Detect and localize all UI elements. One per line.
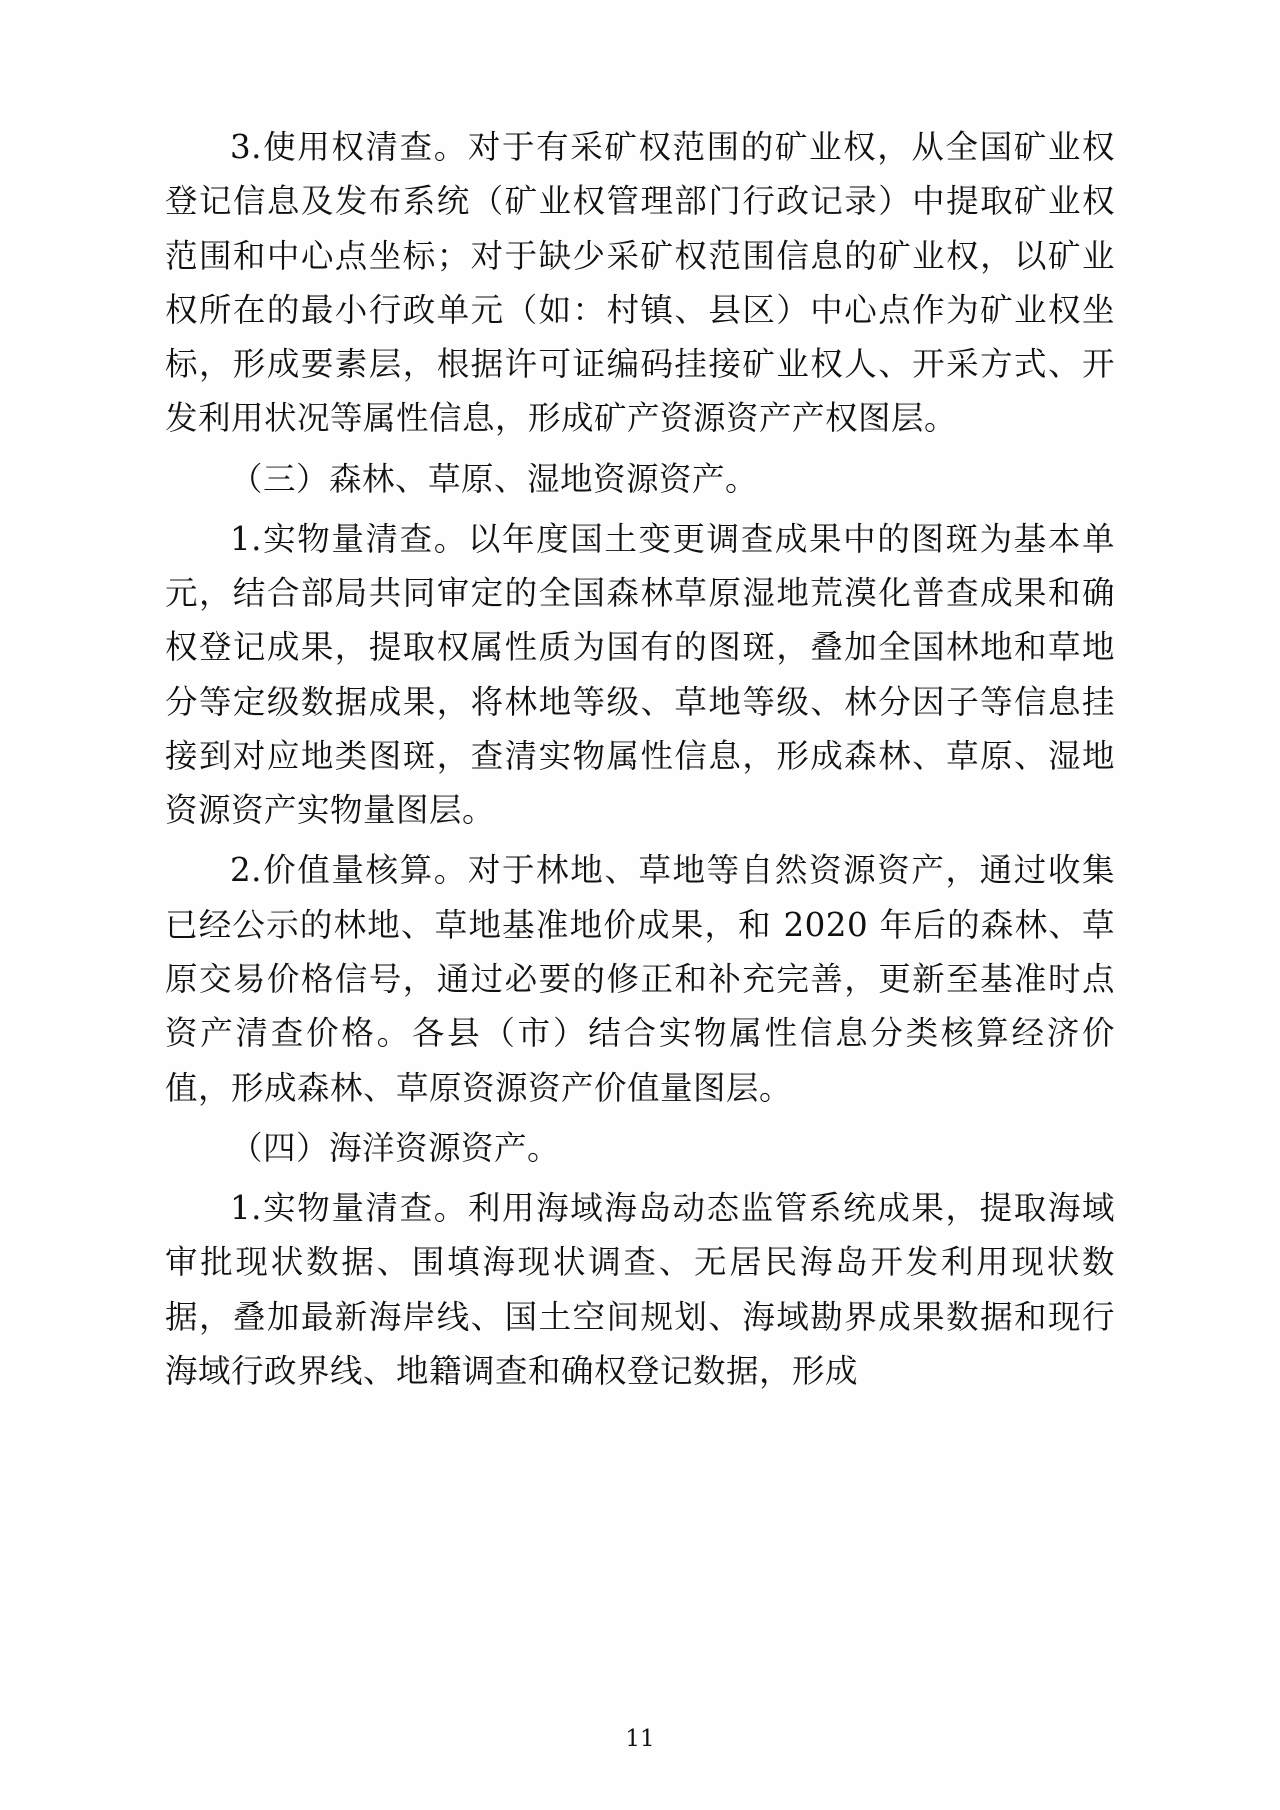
paragraph-section-four-heading: （四）海洋资源资产。 xyxy=(230,1128,561,1167)
paragraph-section-three-heading: （三）森林、草原、湿地资源资产。 xyxy=(230,459,759,498)
paragraph-value-accounting-forest: 2.价值量核算。对于林地、草地等自然资源资产，通过收集已经公示的林地、草地基准地价成果，和 2020 年后的森林、草原交易价格信号，通过必要的修正和补充完善，更新至基准时点资产清查价格。各县（市）结合实物属性信息分类核算经济价值，形成森林、草原资源资产价值量图层。 xyxy=(165,851,1115,1107)
page-number: 11 xyxy=(625,1726,655,1752)
paragraph-physical-quantity-inventory-marine: 1.实物量清查。利用海域海岛动态监管系统成果，提取海域审批现状数据、围填海现状调查、无居民海岛开发利用现状数据，叠加最新海岸线、国土空间规划、海域勘界成果数据和现行海域行政界线、地籍调查和确权登记数据，形成 xyxy=(165,1189,1115,1390)
document-body xyxy=(165,120,1115,1398)
paragraph-use-rights-inventory: 3.使用权清查。对于有采矿权范围的矿业权，从全国矿业权登记信息及发布系统（矿业权管理部门行政记录）中提取矿业权范围和中心点坐标；对于缺少采矿权范围信息的矿业权，以矿业权所在的最小行政单元（如：村镇、县区）中心点作为矿业权坐标，形成要素层，根据许可证编码挂接矿业权人、开采方式、开发利用状况等属性信息，形成矿产资源资产产权图层。 xyxy=(165,128,1115,438)
paragraph-physical-quantity-inventory-forest: 1.实物量清查。以年度国土变更调查成果中的图斑为基本单元，结合部局共同审定的全国森林草原湿地荒漠化普查成果和确权登记成果，提取权属性质为国有的图斑，叠加全国林地和草地分等定级数据成果，将林地等级、草地等级、林分因子等信息挂接到对应地类图斑，查清实物属性信息，形成森林、草原、湿地资源资产实物量图层。 xyxy=(165,519,1115,830)
